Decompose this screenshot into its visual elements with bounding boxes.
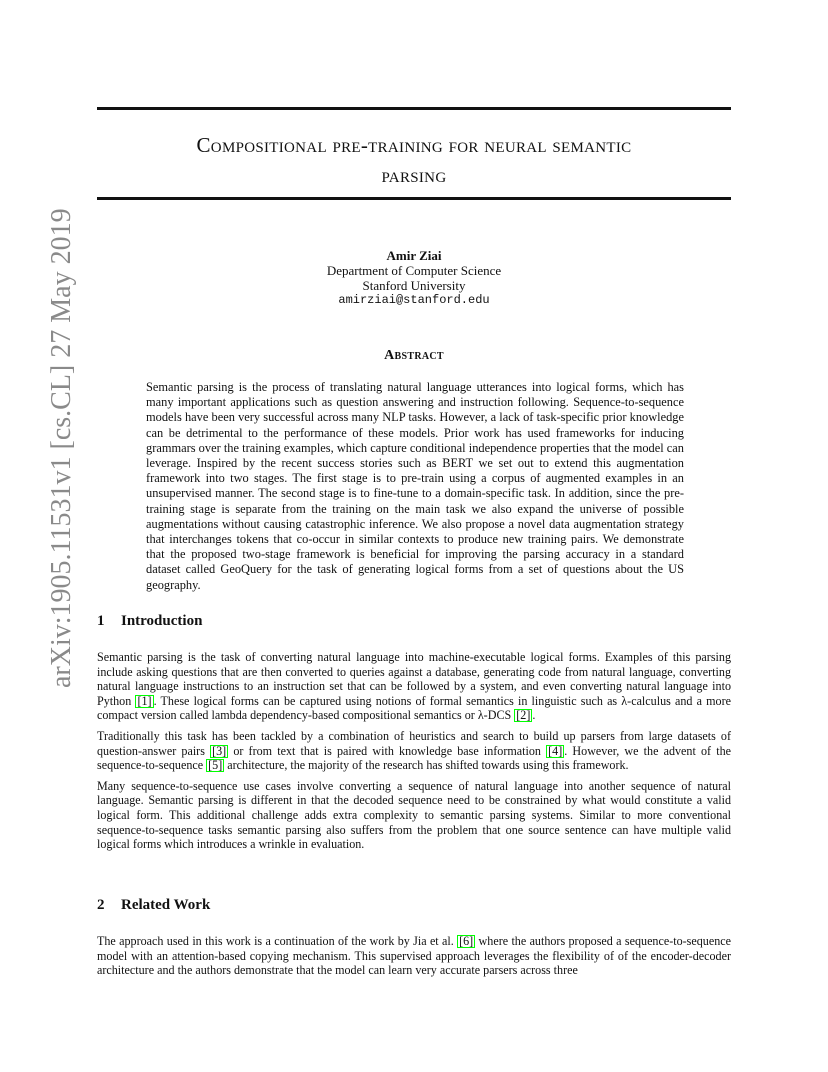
- author-university: Stanford University: [362, 278, 466, 293]
- abstract-text: Semantic parsing is the process of translating natural language utterances into logical forms, which has many important applications such as question answering and instruction following. Sequence-to-sequence models have been very successful across many NLP tasks. However, a lack of task-specific prior knowledge can be detrimental to the performance of these models. Prior work has used frameworks for inducing grammars over the training examples, which capture conditional independence properties that the model can leverage. Inspired by the recent success stories such as BERT we set out to extend this augmentation framework into two stages. The first stage is to pre-train using a corpus of augmented examples in an unsupervised manner. The second stage is to fine-tune to a domain-specific task. In addition, since the pre-training stage is separate from the training on the main task we also expand the universe of possible augmentations without causing catastrophic inference. We also propose a novel data augmentation strategy that interchanges tokens that co-occur in similar contexts to produce new training pairs. We demonstrate that the proposed two-stage framework is beneficial for improving the parsing accuracy in a standard dataset called GeoQuery for the task of generating logical forms from a set of questions about the US geography.: [146, 380, 684, 592]
- section-heading-related-work: [97, 897, 210, 914]
- section-heading-introduction: [97, 613, 202, 630]
- title-line-1: Compositional pre-training for neural semantic: [196, 133, 632, 157]
- text-run: Semantic parsing is the task of converting natural language into machine-executable logical forms. Examples of this parsing include asking questions that are then converted to queries against a database, generating code from natural language, converting natural language instructions to an instruction set that can be followed by a system, and even converting natural language into Python: [97, 650, 731, 708]
- author-name: Amir Ziai: [386, 248, 442, 263]
- related-work-body: [97, 934, 731, 984]
- text-run: . These logical forms can be captured using notions of formal semantics in linguistic such as λ-calculus and a more compact version called lambda dependency-based compositional semantics or λ-DCS: [97, 693, 731, 723]
- text-run: Traditionally this task has been tackled by a combination of heuristics and search to build up parsers from large datasets of question-answer pairs: [97, 728, 731, 758]
- text-run: where the authors proposed a sequence-to-sequence model with an attention-based copying mechanism. This supervised approach leverages the flexibility of of the encoder-decoder architecture and the authors demonstrate that the model can learn very accurate parsers across three: [97, 934, 731, 978]
- section-title: Introduction: [121, 613, 203, 629]
- arxiv-stamp: [10, 208, 77, 688]
- author-email[interactable]: amirziai@stanford.edu: [338, 293, 490, 307]
- paper-title: [97, 130, 731, 190]
- arxiv-identifier: arXiv:1905.11531v1 [cs.CL] 27 May 2019: [46, 208, 77, 688]
- citation-link[interactable]: [6]: [459, 934, 474, 948]
- citation-link[interactable]: [1]: [137, 693, 152, 708]
- section-title: Related Work: [121, 897, 211, 913]
- text-run: or from text that is paired with knowledge base information: [228, 743, 547, 758]
- author-block: [97, 248, 731, 308]
- title-line-2: parsing: [381, 163, 447, 187]
- paragraph: [97, 934, 731, 978]
- section-number: 1: [97, 613, 105, 629]
- introduction-body: [97, 650, 731, 858]
- text-run: .: [532, 708, 536, 723]
- paragraph: [97, 650, 731, 723]
- author-department: Department of Computer Science: [326, 263, 502, 278]
- text-run: . However, we the advent of the sequence-to-sequence: [97, 743, 731, 773]
- section-number: 2: [97, 897, 105, 913]
- title-rule-bottom: [97, 197, 731, 200]
- text-run: architecture, the majority of the research has shifted towards using this framework.: [224, 758, 629, 773]
- paragraph: [97, 729, 731, 773]
- citation-link[interactable]: [4]: [548, 743, 563, 758]
- citation-link[interactable]: [3]: [212, 743, 227, 758]
- citation-link[interactable]: [2]: [516, 708, 531, 723]
- paragraph: Many sequence-to-sequence use cases involve converting a sequence of natural language into another sequence of natural language. Semantic parsing is different in that the decoded sequence need to be constrained by what would constitute a valid logical form. This additional challenge adds extra complexity to semantic parsing systems. Similar to more conventional sequence-to-sequence tasks semantic parsing also suffers from the problem that one source sentence can have multiple valid logical forms which introduces a wrinkle in evaluation.: [97, 778, 731, 852]
- title-rule-top: [97, 107, 731, 110]
- abstract-heading: Abstract: [384, 348, 444, 363]
- citation-link[interactable]: [5]: [208, 758, 223, 773]
- text-run: The approach used in this work is a continuation of the work by Jia et al.: [97, 934, 458, 948]
